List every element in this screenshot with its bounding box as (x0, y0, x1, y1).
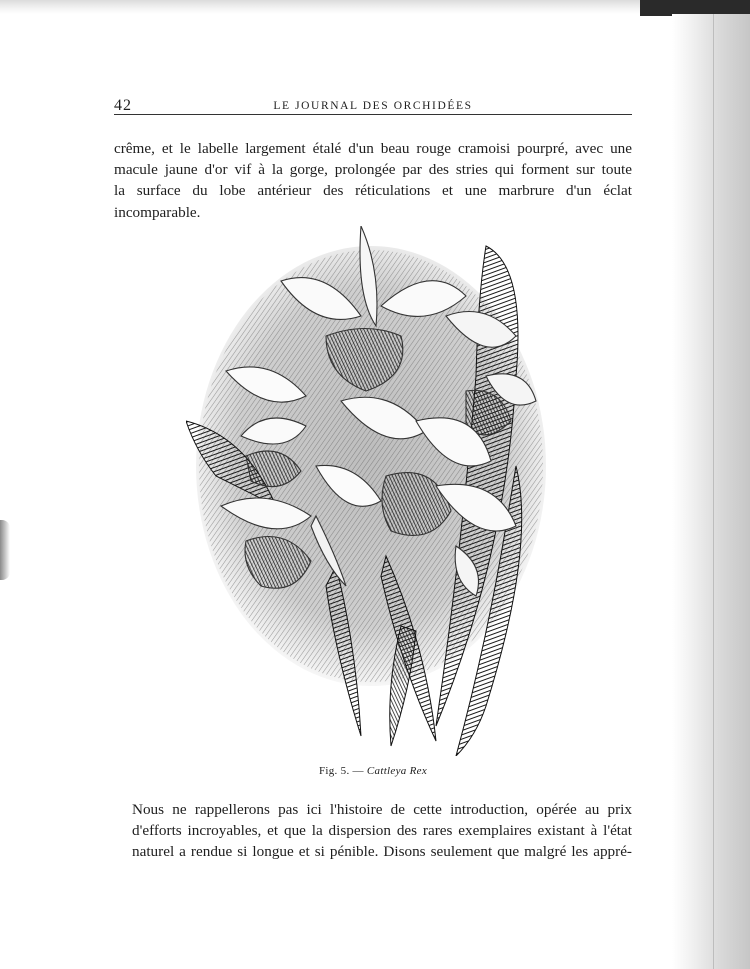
paragraph-line: crême, et le labelle largement étalé d'un beau rouge cramoisi pourpré, avec une (114, 140, 632, 157)
figure-caption (114, 765, 632, 777)
paragraph-line: macule jaune d'or vif à la gorge, prolongée par des stries qui forment sur toute (114, 161, 632, 179)
running-title: LE JOURNAL DES ORCHIDÉES (273, 100, 473, 112)
scan-right-line (713, 14, 714, 969)
paragraph-line: la surface du lobe antérieur des réticulations et une marbrure d'un éclat (114, 182, 632, 200)
paragraph-line: d'efforts incroyables, et que la dispersion des rares exemplaires existant à l'état (132, 822, 632, 840)
paragraph-line: Nous ne rappellerons pas ici l'histoire de cette introduction, opérée au prix (132, 801, 632, 818)
paragraph-2 (114, 799, 632, 863)
paragraph-line: incomparable. (114, 203, 201, 221)
scan-right-shadow (672, 14, 750, 969)
scan-top-edge (0, 0, 750, 14)
page-number: 42 (114, 97, 132, 114)
paragraph-1 (114, 138, 632, 223)
page (114, 92, 634, 882)
figure-species: Cattleya Rex (366, 765, 428, 777)
paragraph-line: naturel a rendue si longue et si pénible. Disons seulement que malgré les appré- (132, 843, 632, 861)
running-header (114, 92, 632, 115)
figure-label: Fig. 5. — (318, 765, 364, 777)
orchid-engraving-icon (186, 226, 556, 756)
scan-left-mark (0, 520, 10, 580)
